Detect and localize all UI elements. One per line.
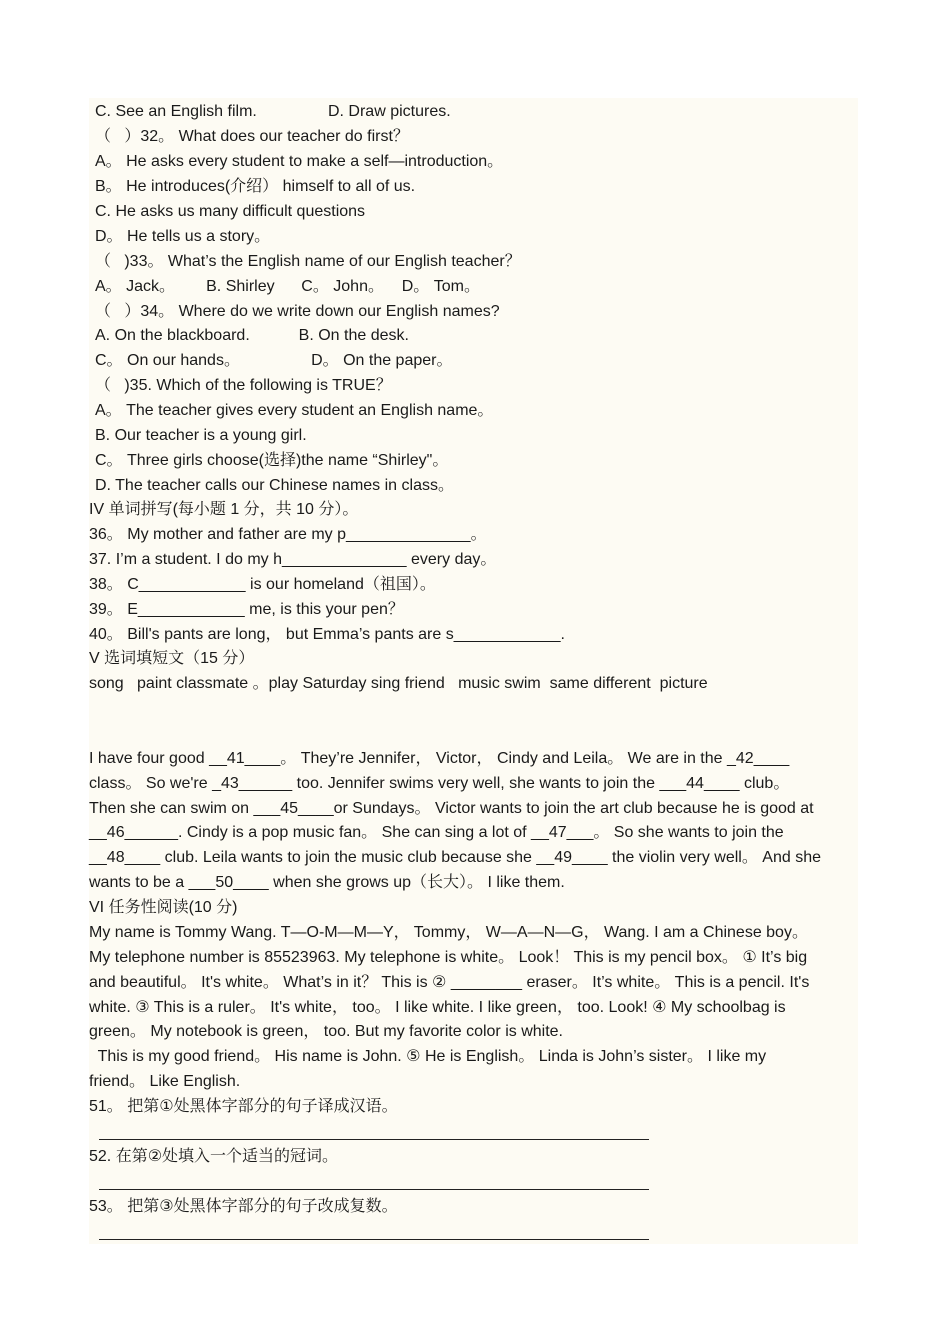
- q35-option-a: A。 The teacher gives every student an English name。: [95, 402, 494, 419]
- section-iv-title: IV 单词拼写(每小题 1 分，共 10 分）。: [89, 501, 359, 518]
- q33-options: A。 Jack。 B. Shirley C。 John。 D。 Tom。: [95, 278, 480, 295]
- answer-line-53[interactable]: [99, 1239, 649, 1240]
- q32-stem: （ ）32。 What does our teacher do first？: [95, 128, 409, 145]
- section-v-title: V 选词填短文（15 分）: [89, 650, 255, 667]
- q34-options-ab: A. On the blackboard. B. On the desk.: [95, 327, 409, 344]
- reading-line: and beautiful。 It's white。 What’s in it？ This is ② ________ eraser。 It’s white。 This is a pencil. It's: [89, 974, 810, 991]
- section-vi-title: VI 任务性阅读(10 分): [89, 899, 238, 916]
- reading-line: friend。 Like English.: [89, 1073, 241, 1090]
- reading-line: This is my good friend。 His name is John. ⑤ He is English。 Linda is John’s sister。 I like my: [89, 1048, 767, 1065]
- answer-line-51[interactable]: [99, 1139, 649, 1140]
- cloze-line: __48____ club. Leila wants to join the music club because she __49____ the violin very well。 And she: [89, 849, 822, 866]
- q52: 52. 在第②处填入一个适当的冠词。: [89, 1148, 339, 1165]
- cloze-line: class。 So we're _43______ too. Jennifer swims very well, she wants to join the ___44____ club。: [89, 775, 790, 792]
- worksheet-page: [89, 98, 858, 1244]
- cloze-line: Then she can swim on ___45____or Sundays。 Victor wants to join the art club because he is good at: [89, 800, 814, 817]
- q51: 51。 把第①处黑体字部分的句子译成汉语。: [89, 1098, 398, 1115]
- reading-line: My name is Tommy Wang. T—O-M—M—Y， Tommy， W—A—N—G， Wang. I am a Chinese boy。: [89, 924, 808, 941]
- answer-line-52[interactable]: [99, 1189, 649, 1190]
- reading-line: My telephone number is 85523963. My telephone is white。 Look！ This is my pencil box。 ① It’s big: [89, 949, 808, 966]
- q38: 38。 C____________ is our homeland（祖国）。: [89, 576, 436, 593]
- reading-line: white. ③ This is a ruler。 It's white， too。 I like white. I like green， too. Look! ④ My schoolbag is: [89, 999, 786, 1016]
- cloze-line: wants to be a ___50____ when she grows up（长大）。 I like them.: [89, 874, 565, 891]
- q36: 36。 My mother and father are my p______________。: [89, 526, 487, 543]
- q35-option-b: B. Our teacher is a young girl.: [95, 427, 307, 444]
- cloze-line: __46______. Cindy is a pop music fan。 She can sing a lot of __47___。 So she wants to join the: [89, 824, 784, 841]
- q34-options-cd: C。 On our hands。 D。 On the paper。: [95, 352, 453, 369]
- q53: 53。 把第③处黑体字部分的句子改成复数。: [89, 1198, 398, 1215]
- q35-option-d: D. The teacher calls our Chinese names in class。: [95, 477, 454, 494]
- q34-stem: （ ）34。 Where do we write down our English names?: [95, 303, 500, 320]
- q32-option-b: B。 He introduces(介绍） himself to all of us.: [95, 178, 416, 195]
- cloze-line: I have four good __41____。 They’re Jennifer， Victor， Cindy and Leila。 We are in the _42____: [89, 750, 790, 767]
- q39: 39。 E____________ me, is this your pen？: [89, 601, 404, 618]
- q32-option-a: A。 He asks every student to make a self—introduction。: [95, 153, 504, 170]
- q35-option-c: C。 Three girls choose(选择)the name “Shirley"。: [95, 452, 449, 469]
- q32-option-d: D。 He tells us a story。: [95, 228, 271, 245]
- q35-stem: （ )35. Which of the following is TRUE？: [95, 377, 392, 394]
- q32-option-c: C. He asks us many difficult questions: [95, 203, 366, 220]
- q40: 40。 Bill's pants are long， but Emma’s pants are s____________.: [89, 626, 565, 643]
- q37: 37. I’m a student. I do my h______________ every day。: [89, 551, 497, 568]
- q33-stem: （ )33。 What’s the English name of our English teacher？: [95, 253, 521, 270]
- q31-options-cd: C. See an English film. D. Draw pictures.: [95, 103, 451, 120]
- word-bank: song paint classmate 。play Saturday sing friend music swim same different picture: [89, 675, 708, 692]
- reading-line: green。 My notebook is green， too. But my favorite color is white.: [89, 1023, 563, 1040]
